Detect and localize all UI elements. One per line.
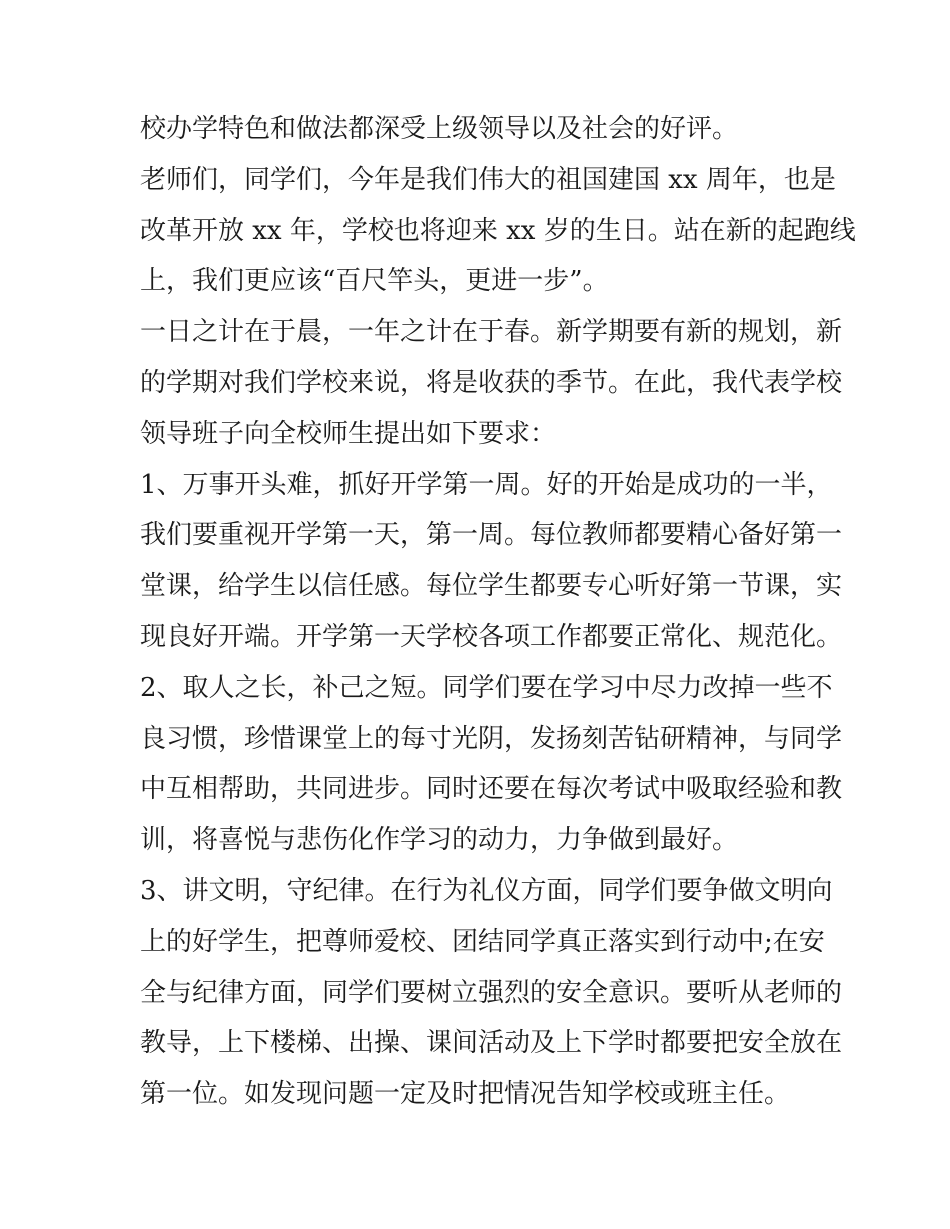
text-line: 校办学特色和做法都深受上级领导以及社会的好评。 <box>140 114 739 144</box>
text-line: 改革开放 xx 年，学校也将迎来 xx 岁的生日。站在新的起跑线 <box>140 216 856 246</box>
text-line: 训，将喜悦与悲伤化作学习的动力，力争做到最好。 <box>140 825 739 855</box>
text-line: 堂课，给学生以信任感。每位学生都要专心听好第一节课，实 <box>140 571 843 601</box>
text-line: 我们要重视开学第一天，第一周。每位教师都要精心备好第一 <box>140 520 843 550</box>
text-line: 上，我们更应该“百尺竿头，更进一步”。 <box>140 266 609 296</box>
text-line: 教导，上下楼梯、出操、课间活动及上下学时都要把安全放在 <box>140 1028 843 1058</box>
text-line: 2、取人之长，补己之短。同学们要在学习中尽力改掉一些不 <box>140 673 833 703</box>
text-line: 良习惯，珍惜课堂上的每寸光阴，发扬刻苦钻研精神，与同学 <box>140 724 843 754</box>
text-line: 全与纪律方面，同学们要树立强烈的安全意识。要听从老师的 <box>140 978 843 1008</box>
text-line: 第一位。如发现问题一定及时把情况告知学校或班主任。 <box>140 1079 791 1109</box>
text-line: 领导班子向全校师生提出如下要求： <box>140 419 557 449</box>
text-line: 上的好学生，把尊师爱校、团结同学真正落实到行动中;在安 <box>140 927 825 957</box>
text-line: 一日之计在于晨，一年之计在于春。新学期要有新的规划，新 <box>140 317 843 347</box>
text-line: 的学期对我们学校来说，将是收获的季节。在此，我代表学校 <box>140 368 843 398</box>
text-line: 现良好开端。开学第一天学校各项工作都要正常化、规范化。 <box>140 622 843 652</box>
text-line: 3、讲文明，守纪律。在行为礼仪方面，同学们要争做文明向 <box>140 876 833 906</box>
text-line: 老师们，同学们，今年是我们伟大的祖国建国 xx 周年，也是 <box>140 165 836 195</box>
text-line: 1、万事开头难，抓好开学第一周。好的开始是成功的一半， <box>140 470 833 500</box>
text-line: 中互相帮助，共同进步。同时还要在每次考试中吸取经验和教 <box>140 774 843 804</box>
